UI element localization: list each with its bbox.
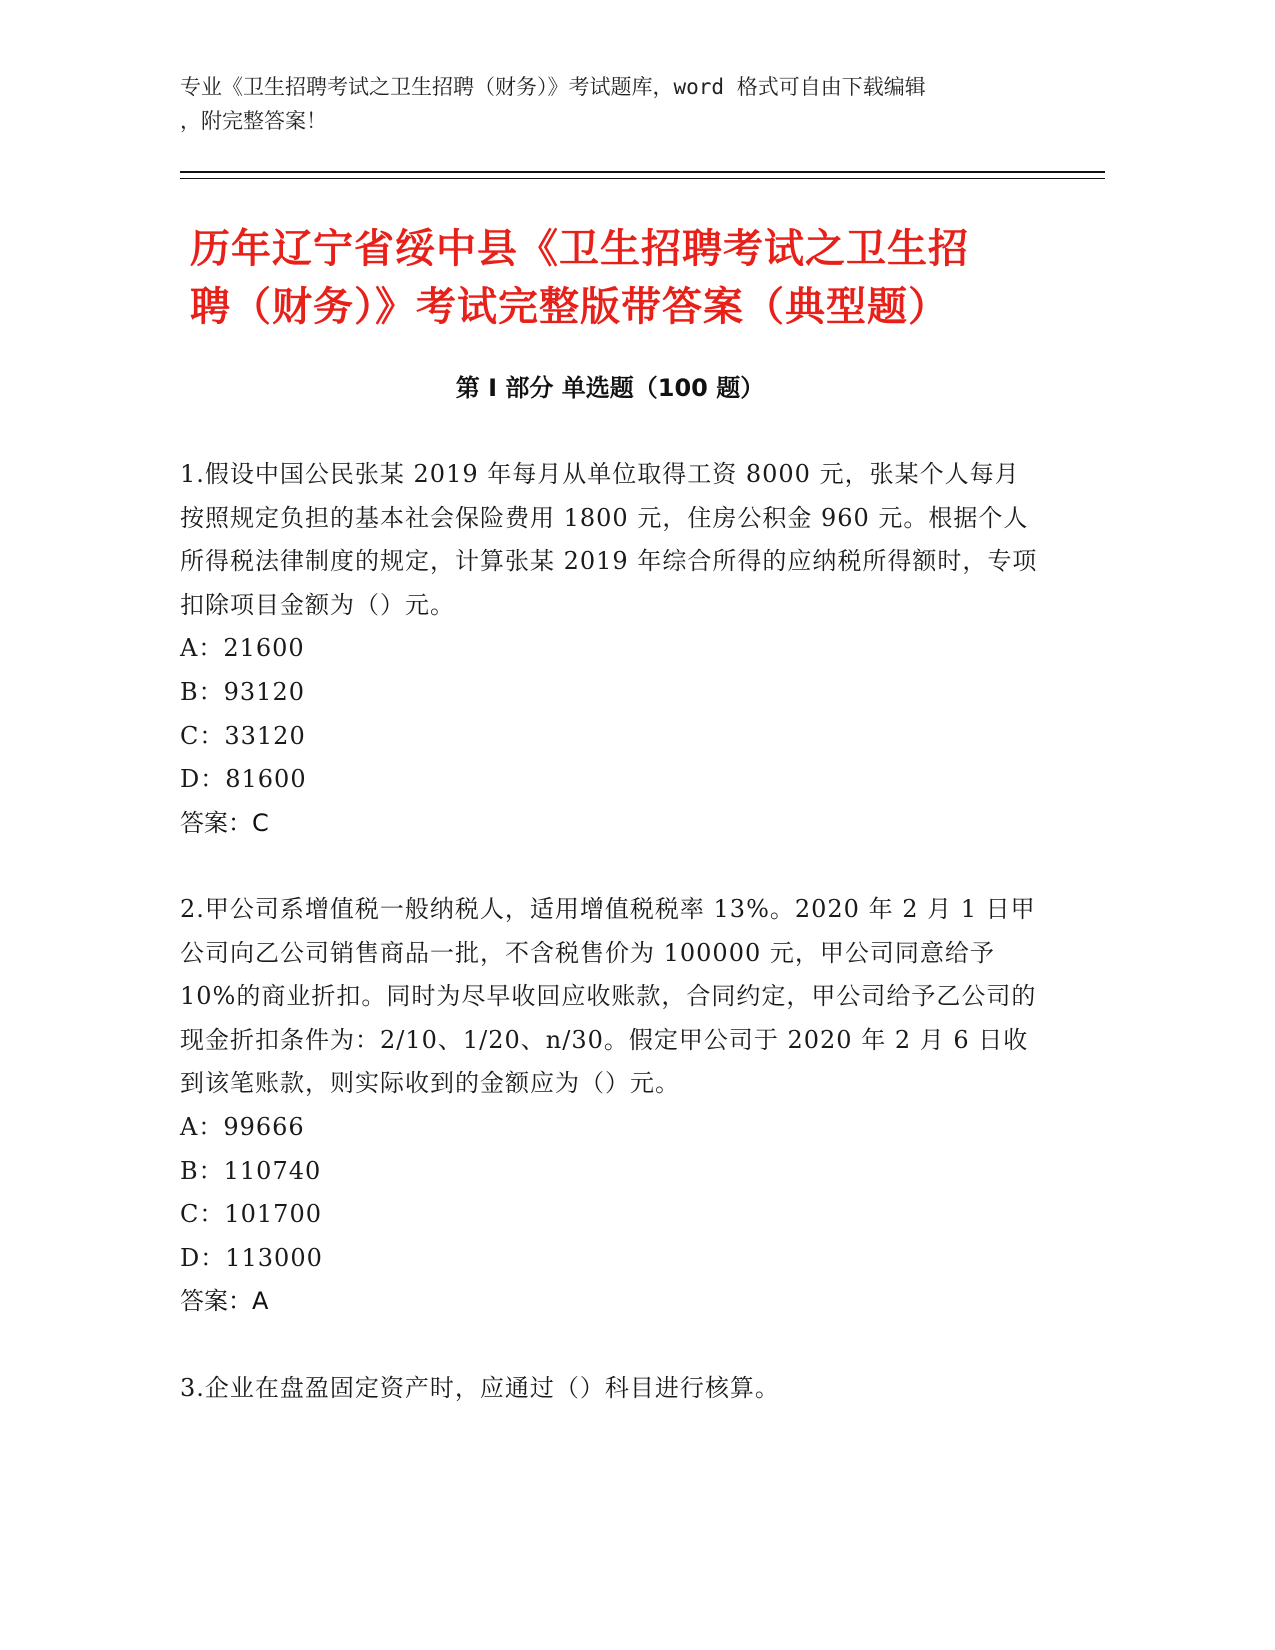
question-1-option-b: B：93120 [180,677,305,706]
document-title-line-2: 聘（财务）》考试完整版带答案（典型题） [190,284,949,330]
question-2-option-b: B：110740 [180,1156,322,1185]
question-1-option-c: C：33120 [180,721,306,750]
question-1-stem: 1.假设中国公民张某 2019 年每月从单位取得工资 8000 元，张某个人每月按照规定负担的基本社会保险费用 1800 元，住房公积金 960 元。根据个人所得税法律制度的规定，计算张某 2019 年综合所得的应纳税所得额时，专项扣除项目金额为（）元。 [180,460,1038,619]
question-1-answer: 答案：C [180,808,269,837]
header-note [180,70,1060,138]
document-title [190,220,1070,336]
header-note-line-1: 专业《卫生招聘考试之卫生招聘（财务）》考试题库，word 格式可自由下载编辑 [180,75,926,99]
question-3-stem: 3.企业在盘盈固定资产时，应通过（）科目进行核算。 [180,1374,780,1402]
question-2-option-a: A：99666 [180,1112,305,1141]
question-2-option-d: D：113000 [180,1243,323,1272]
question-2-option-c: C：101700 [180,1200,322,1229]
document-title-line-1: 历年辽宁省绥中县《卫生招聘考试之卫生招 [190,226,969,272]
question-1 [180,453,1040,845]
question-2 [180,888,1040,1324]
question-2-answer: 答案：A [180,1287,269,1316]
section-heading: 第 I 部分 单选题（100 题） [455,374,765,402]
question-1-option-d: D：81600 [180,765,307,794]
header-divider-thin [180,178,1105,179]
header-divider-thick [180,171,1105,173]
question-2-stem: 2.甲公司系增值税一般纳税人，适用增值税税率 13%。2020 年 2 月 1 日甲公司向乙公司销售商品一批，不含税售价为 100000 元，甲公司同意给予 10%的商业折扣。同时为尽早收回应收账款，合同约定，甲公司给予乙公司的现金折扣条件为：2/10、1/20、n/30。假定甲公司于 2020 年 2 月 6 日收到该笔账款，则实际收到的金额应为（）元。 [180,895,1037,1098]
header-note-line-2: ，附完整答案！ [180,109,327,133]
question-1-option-a: A：21600 [180,634,305,663]
question-3 [180,1367,1040,1411]
